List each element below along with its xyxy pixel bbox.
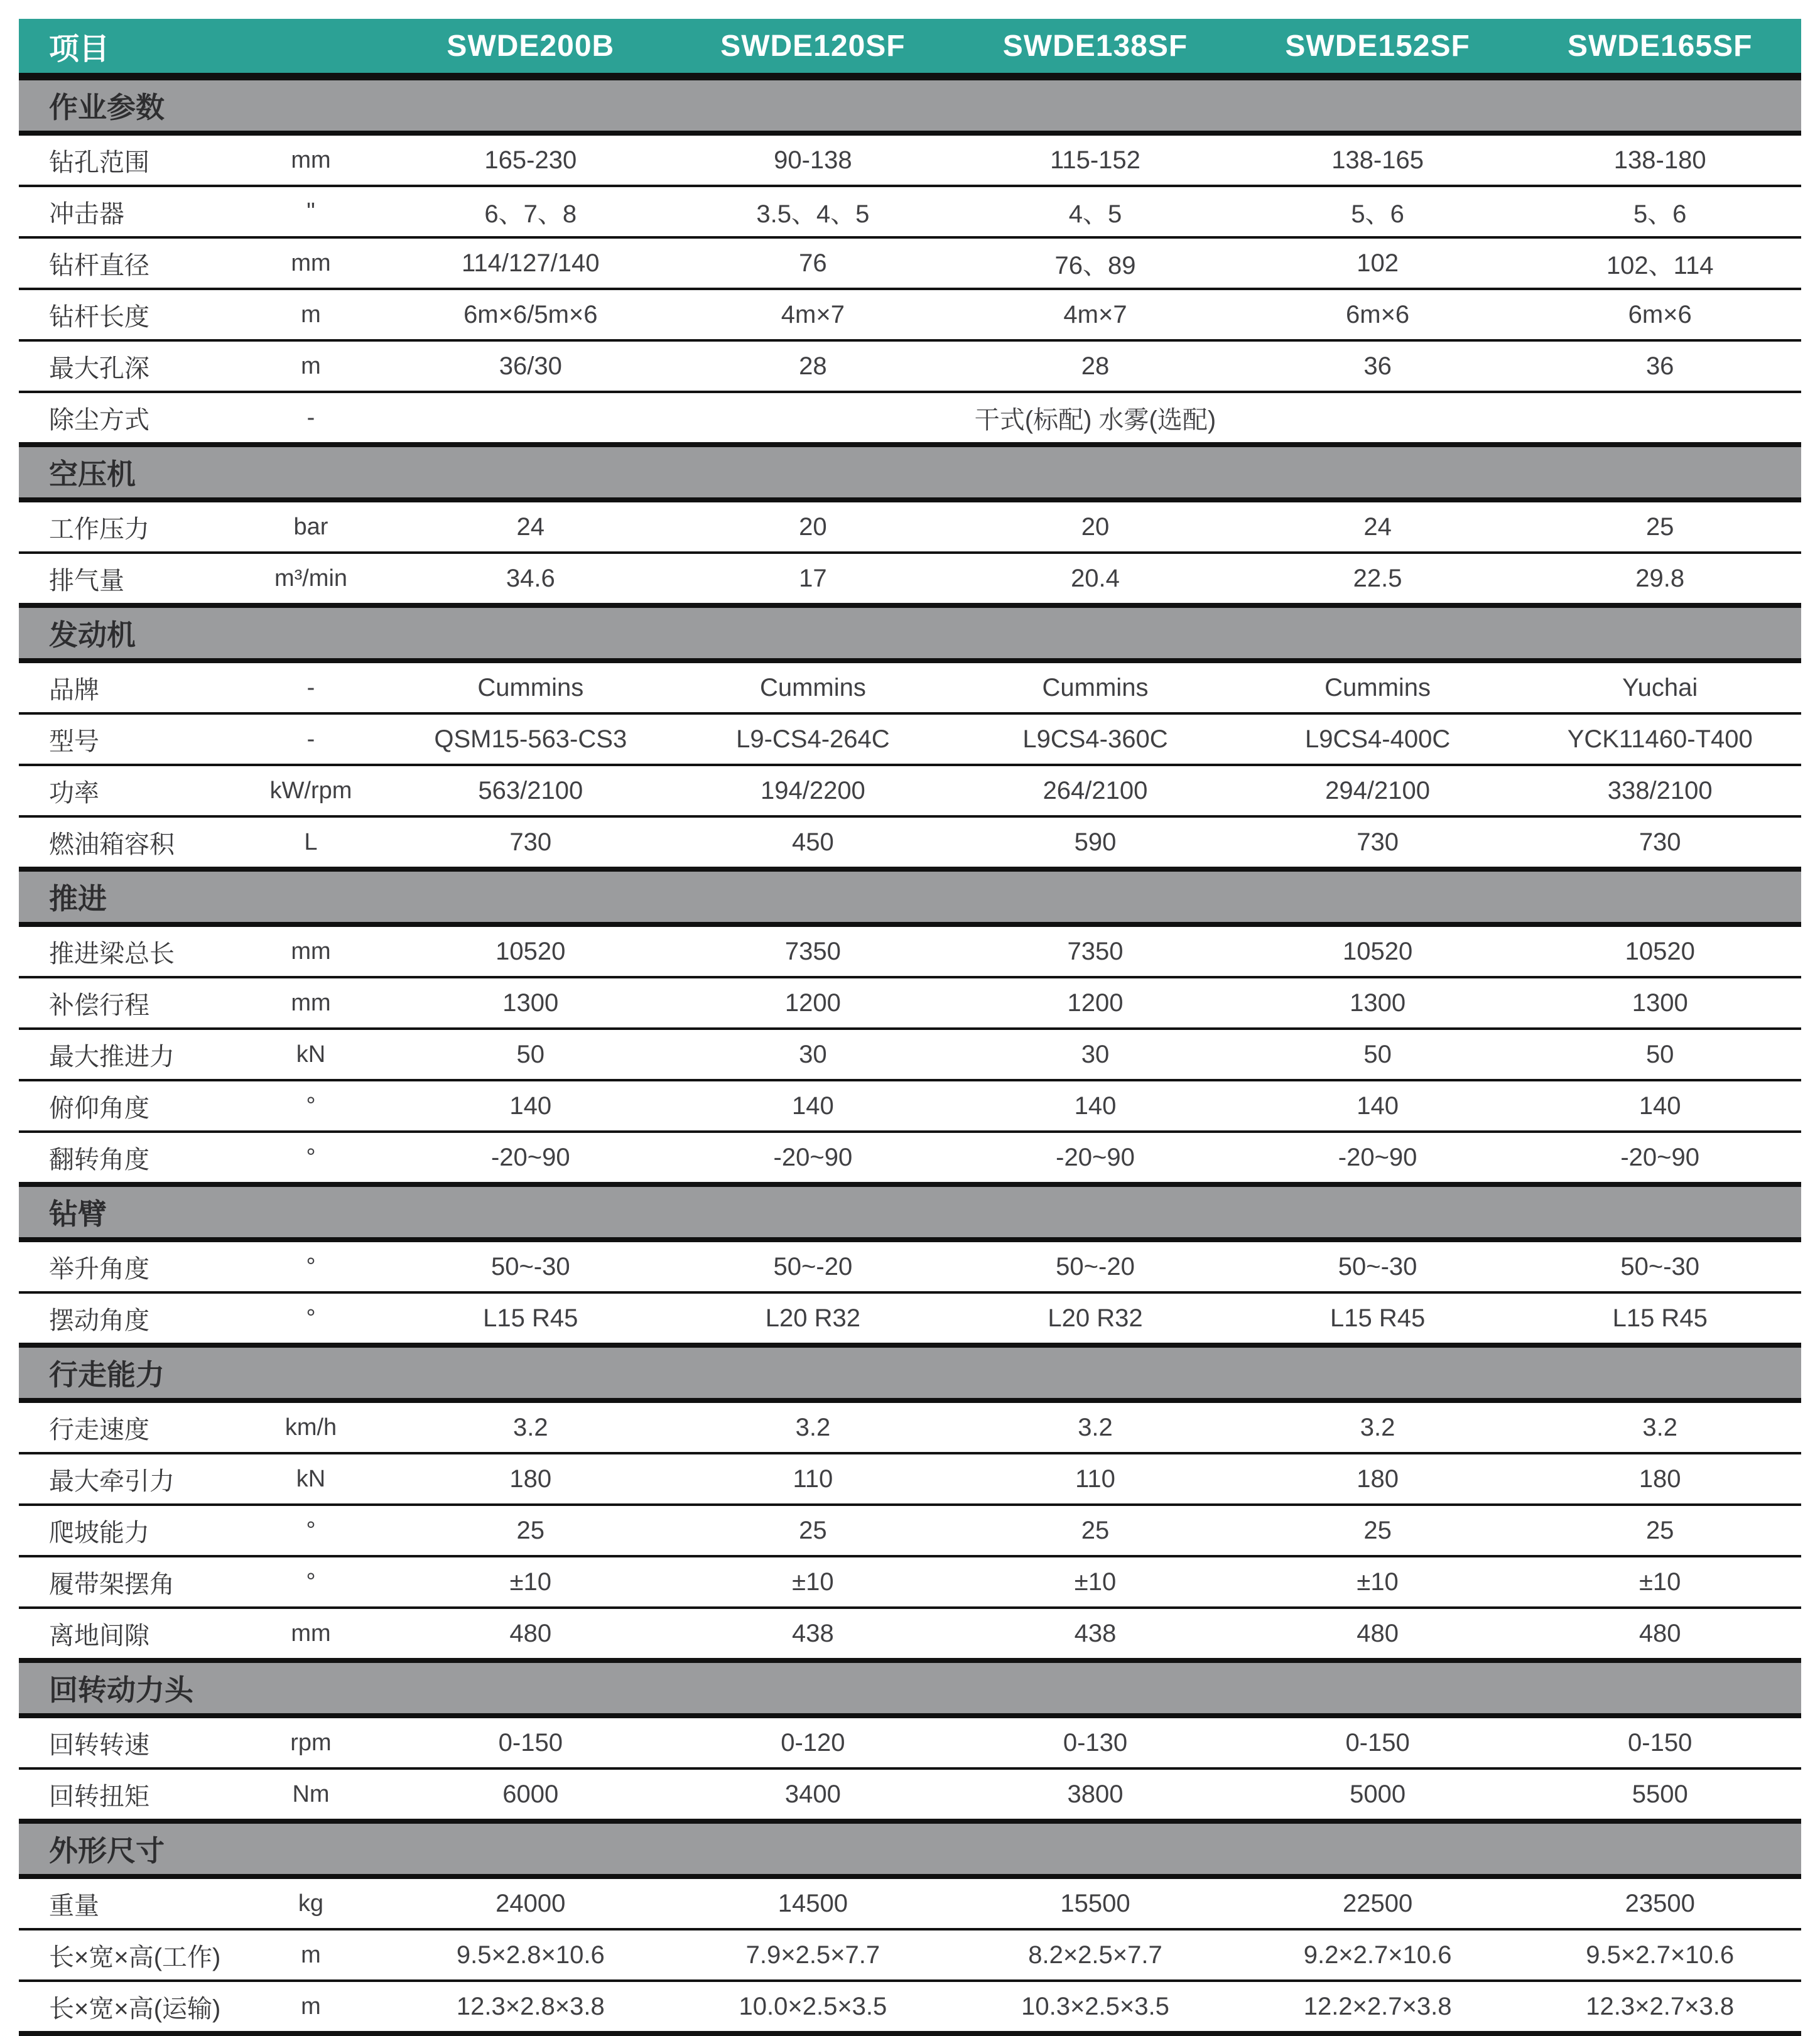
row-label: 最大推进力 bbox=[49, 1042, 175, 1071]
row-label: 功率 bbox=[49, 779, 99, 807]
row-value: 30 bbox=[1081, 1040, 1110, 1068]
row-label: 回转扭矩 bbox=[49, 1782, 149, 1811]
row-value: 102 bbox=[1357, 249, 1399, 277]
row-value: 10520 bbox=[496, 937, 566, 965]
row-value: 6000 bbox=[502, 1780, 559, 1808]
table-row bbox=[19, 766, 1801, 818]
row-value: 264/2100 bbox=[1043, 776, 1148, 804]
row-value: 294/2100 bbox=[1325, 776, 1431, 804]
row-value: 5、6 bbox=[1633, 200, 1687, 228]
row-unit: - bbox=[306, 404, 315, 431]
section-header bbox=[19, 1660, 1801, 1718]
table-row bbox=[19, 136, 1801, 187]
row-value: 12.3×2.8×3.8 bbox=[456, 1992, 605, 2020]
row-value: -20~90 bbox=[1620, 1143, 1700, 1171]
table-row bbox=[19, 502, 1801, 554]
row-value: 7350 bbox=[1067, 937, 1124, 965]
row-value: 438 bbox=[1074, 1619, 1117, 1647]
row-value: 7350 bbox=[784, 937, 841, 965]
row-value: 17 bbox=[799, 564, 827, 592]
table-row bbox=[19, 1081, 1801, 1133]
table-header-row bbox=[19, 19, 1801, 78]
row-value: 10520 bbox=[1342, 937, 1413, 965]
row-value: 590 bbox=[1074, 828, 1117, 856]
row-label: 行走速度 bbox=[49, 1416, 149, 1444]
row-value: 30 bbox=[799, 1040, 827, 1068]
row-unit: m bbox=[301, 352, 321, 379]
table-row bbox=[19, 1982, 1801, 2031]
row-value: 24000 bbox=[496, 1889, 566, 1917]
row-value: 3800 bbox=[1067, 1780, 1124, 1808]
row-value: 0-150 bbox=[498, 1728, 563, 1757]
section-header bbox=[19, 605, 1801, 663]
row-unit: ° bbox=[306, 1304, 316, 1331]
row-value: 50 bbox=[516, 1040, 545, 1068]
row-value: 3400 bbox=[784, 1780, 841, 1808]
row-value: 1300 bbox=[502, 988, 559, 1017]
row-value: 140 bbox=[792, 1091, 834, 1120]
row-value: 450 bbox=[792, 828, 834, 856]
row-value: 338/2100 bbox=[1607, 776, 1713, 804]
section-title: 作业参数 bbox=[49, 91, 165, 124]
row-value: 4m×7 bbox=[781, 300, 845, 328]
row-value: 110 bbox=[1075, 1465, 1115, 1493]
row-value: 10520 bbox=[1625, 937, 1695, 965]
row-unit: kg bbox=[298, 1890, 324, 1917]
row-unit: ° bbox=[306, 1144, 316, 1171]
row-unit: - bbox=[306, 725, 315, 752]
row-unit: m bbox=[301, 1993, 321, 2020]
row-value: 140 bbox=[1639, 1091, 1681, 1120]
row-unit: mm bbox=[291, 938, 331, 965]
row-value: 3.2 bbox=[795, 1413, 831, 1441]
row-label: 钻杆直径 bbox=[49, 251, 149, 279]
row-value: 25 bbox=[1081, 1516, 1110, 1544]
row-value: 24 bbox=[1363, 512, 1392, 541]
row-label: 举升角度 bbox=[49, 1255, 149, 1283]
row-value: 12.3×2.7×3.8 bbox=[1586, 1992, 1735, 2020]
row-value: 10.3×2.5×3.5 bbox=[1021, 1992, 1169, 2020]
row-unit: m³/min bbox=[274, 565, 348, 592]
row-value: L15 R45 bbox=[483, 1304, 578, 1332]
row-value: 76、89 bbox=[1054, 251, 1136, 279]
row-value: 180 bbox=[1639, 1465, 1681, 1493]
row-unit: kN bbox=[296, 1041, 326, 1068]
table-row bbox=[19, 1718, 1801, 1770]
row-label: 推进梁总长 bbox=[49, 939, 175, 968]
model-column-header-4: SWDE152SF bbox=[1285, 29, 1470, 63]
row-value: 14500 bbox=[777, 1889, 848, 1917]
row-value: 3.2 bbox=[1360, 1413, 1395, 1441]
row-value: 6m×6 bbox=[1346, 300, 1410, 328]
row-value: 50 bbox=[1645, 1040, 1674, 1068]
row-value: 20 bbox=[799, 512, 827, 541]
row-unit: ° bbox=[306, 1253, 316, 1280]
model-column-header-5: SWDE165SF bbox=[1567, 29, 1753, 63]
row-label: 摆动角度 bbox=[49, 1306, 149, 1335]
row-value: -20~90 bbox=[773, 1143, 853, 1171]
row-value: 3.2 bbox=[1642, 1413, 1677, 1441]
row-value: 28 bbox=[799, 352, 827, 380]
row-value: 180 bbox=[509, 1465, 552, 1493]
section-title: 发动机 bbox=[49, 619, 136, 651]
row-value: 102、114 bbox=[1606, 251, 1714, 279]
row-value: 22.5 bbox=[1353, 564, 1402, 592]
table-row bbox=[19, 1930, 1801, 1982]
table-row bbox=[19, 818, 1801, 869]
row-value: 5、6 bbox=[1351, 200, 1404, 228]
row-unit: ° bbox=[306, 1568, 316, 1595]
row-value: 29.8 bbox=[1635, 564, 1685, 592]
row-value: 194/2200 bbox=[760, 776, 865, 804]
row-label: 排气量 bbox=[49, 566, 124, 595]
row-value: 25 bbox=[1645, 1516, 1674, 1544]
table-row bbox=[19, 1506, 1801, 1557]
row-value: 0-130 bbox=[1063, 1728, 1128, 1757]
row-label: 钻杆长度 bbox=[49, 303, 149, 331]
table-row bbox=[19, 290, 1801, 342]
row-value: ±10 bbox=[792, 1568, 834, 1596]
row-unit: kN bbox=[296, 1465, 326, 1492]
row-value: 480 bbox=[1357, 1619, 1399, 1647]
row-label: 重量 bbox=[49, 1892, 99, 1920]
table-row bbox=[19, 393, 1801, 445]
row-value: 140 bbox=[1357, 1091, 1399, 1120]
row-value: 730 bbox=[1639, 828, 1681, 856]
row-value: 36 bbox=[1645, 352, 1674, 380]
row-value: L15 R45 bbox=[1612, 1304, 1708, 1332]
table-row bbox=[19, 715, 1801, 766]
row-value: 480 bbox=[1639, 1619, 1681, 1647]
row-value: 50~-20 bbox=[1056, 1252, 1135, 1281]
table-row bbox=[19, 1294, 1801, 1345]
spec-table bbox=[19, 19, 1801, 2036]
row-label: 长×宽×高(工作) bbox=[49, 1943, 221, 1971]
model-column-header-2: SWDE120SF bbox=[720, 29, 906, 63]
row-value: 0-150 bbox=[1628, 1728, 1693, 1757]
row-value: 138-180 bbox=[1613, 146, 1706, 174]
row-unit: ° bbox=[306, 1092, 316, 1119]
section-title: 回转动力头 bbox=[49, 1674, 193, 1706]
section-header bbox=[19, 1184, 1801, 1242]
table-row bbox=[19, 1879, 1801, 1930]
row-value: 36 bbox=[1363, 352, 1392, 380]
row-value: 9.2×2.7×10.6 bbox=[1303, 1941, 1452, 1969]
section-title: 钻臂 bbox=[49, 1198, 107, 1230]
row-value: 3.2 bbox=[512, 1413, 548, 1441]
row-unit: mm bbox=[291, 1620, 331, 1647]
section-title: 空压机 bbox=[49, 458, 136, 490]
row-value: 25 bbox=[1363, 1516, 1392, 1544]
row-value: 480 bbox=[509, 1619, 552, 1647]
row-value: 7.9×2.5×7.7 bbox=[745, 1941, 880, 1969]
row-value: 9.5×2.8×10.6 bbox=[456, 1941, 605, 1969]
row-label: 长×宽×高(运输) bbox=[49, 1995, 221, 2023]
row-unit: ° bbox=[306, 1517, 316, 1544]
row-value: 10.0×2.5×3.5 bbox=[739, 1992, 887, 2020]
row-value: ±10 bbox=[1357, 1568, 1399, 1596]
row-unit: m bbox=[301, 301, 321, 328]
row-value: 23500 bbox=[1625, 1889, 1695, 1917]
row-value: Yuchai bbox=[1622, 673, 1698, 701]
row-label: 燃油箱容积 bbox=[49, 830, 175, 858]
row-value: 50~-30 bbox=[1620, 1252, 1700, 1281]
row-label: 钻孔范围 bbox=[49, 148, 149, 176]
model-column-header-1: SWDE200B bbox=[447, 29, 615, 63]
row-value: 110 bbox=[793, 1465, 833, 1493]
row-value: 4m×7 bbox=[1063, 300, 1127, 328]
row-value: 3.5、4、5 bbox=[756, 200, 870, 228]
table-row bbox=[19, 1030, 1801, 1081]
row-value: 730 bbox=[509, 828, 552, 856]
row-value: ±10 bbox=[509, 1568, 552, 1596]
row-value: Cummins bbox=[477, 673, 584, 701]
row-value: 50~-30 bbox=[1338, 1252, 1417, 1281]
section-header bbox=[19, 869, 1801, 927]
row-unit: m bbox=[301, 1941, 321, 1968]
row-value: 25 bbox=[516, 1516, 545, 1544]
table-row bbox=[19, 239, 1801, 290]
row-value: 22500 bbox=[1342, 1889, 1413, 1917]
section-header bbox=[19, 78, 1801, 136]
row-value: 1300 bbox=[1350, 988, 1406, 1017]
row-value: 12.2×2.7×3.8 bbox=[1303, 1992, 1452, 2020]
table-row bbox=[19, 1242, 1801, 1294]
row-label: 俯仰角度 bbox=[49, 1094, 149, 1122]
row-value: 0-150 bbox=[1345, 1728, 1410, 1757]
row-label: 品牌 bbox=[49, 676, 99, 704]
row-value: 24 bbox=[516, 512, 545, 541]
row-value: 563/2100 bbox=[478, 776, 583, 804]
row-value: 115-152 bbox=[1050, 146, 1140, 174]
section-header bbox=[19, 1821, 1801, 1879]
row-value: 6m×6/5m×6 bbox=[463, 300, 598, 328]
section-header bbox=[19, 445, 1801, 502]
row-value: 20.4 bbox=[1071, 564, 1120, 592]
model-column-header-3: SWDE138SF bbox=[1002, 29, 1188, 63]
row-label: 补偿行程 bbox=[49, 991, 149, 1019]
row-value: 5500 bbox=[1632, 1780, 1688, 1808]
table-row bbox=[19, 1557, 1801, 1609]
row-value: 76 bbox=[799, 249, 827, 277]
row-label: 履带架摆角 bbox=[49, 1570, 175, 1598]
row-value: -20~90 bbox=[490, 1143, 570, 1171]
section-title: 推进 bbox=[49, 882, 107, 915]
row-value: 0-120 bbox=[781, 1728, 845, 1757]
row-value: Cummins bbox=[1324, 673, 1431, 701]
row-value: 8.2×2.5×7.7 bbox=[1028, 1941, 1162, 1969]
row-value: 28 bbox=[1081, 352, 1110, 380]
row-value: 138-165 bbox=[1331, 146, 1424, 174]
row-value: 438 bbox=[792, 1619, 834, 1647]
row-value: 114/127/140 bbox=[462, 249, 600, 277]
row-value: L20 R32 bbox=[765, 1304, 860, 1332]
row-value: 90-138 bbox=[774, 146, 852, 174]
table-row bbox=[19, 1133, 1801, 1184]
row-value: L9-CS4-264C bbox=[736, 725, 890, 753]
row-label: 工作压力 bbox=[49, 515, 149, 543]
table-row bbox=[19, 342, 1801, 393]
row-label: 爬坡能力 bbox=[49, 1519, 149, 1547]
item-column-header: 项目 bbox=[49, 32, 110, 66]
row-value: 25 bbox=[1645, 512, 1674, 541]
row-value: 3.2 bbox=[1078, 1413, 1113, 1441]
row-unit: mm bbox=[291, 989, 331, 1016]
table-row bbox=[19, 663, 1801, 715]
row-value: Cummins bbox=[759, 673, 866, 701]
row-value: 5000 bbox=[1350, 1780, 1406, 1808]
row-label: 翻转角度 bbox=[49, 1145, 149, 1174]
row-value: -20~90 bbox=[1056, 1143, 1135, 1171]
row-value: Cummins bbox=[1042, 673, 1149, 701]
row-value: 1200 bbox=[1067, 988, 1124, 1017]
row-value: QSM15-563-CS3 bbox=[434, 725, 627, 753]
row-value: 6m×6 bbox=[1628, 300, 1692, 328]
row-value: 25 bbox=[799, 1516, 827, 1544]
row-unit: Nm bbox=[292, 1780, 330, 1807]
row-value: L20 R32 bbox=[1048, 1304, 1143, 1332]
row-value: 180 bbox=[1357, 1465, 1399, 1493]
table-row bbox=[19, 1454, 1801, 1506]
section-title: 行走能力 bbox=[49, 1358, 165, 1391]
row-value: 20 bbox=[1081, 512, 1110, 541]
row-unit: - bbox=[306, 674, 315, 701]
row-unit: " bbox=[306, 198, 315, 225]
row-unit: bar bbox=[293, 513, 328, 540]
row-value: ±10 bbox=[1074, 1568, 1117, 1596]
row-value: L9CS4-400C bbox=[1304, 725, 1451, 753]
row-span-value: 干式(标配) 水雾(选配) bbox=[974, 406, 1216, 434]
section-header bbox=[19, 1345, 1801, 1403]
row-label: 离地间隙 bbox=[49, 1622, 149, 1650]
row-label: 最大牵引力 bbox=[49, 1467, 175, 1495]
row-value: 15500 bbox=[1060, 1889, 1130, 1917]
row-unit: kW/rpm bbox=[269, 777, 352, 804]
row-value: 140 bbox=[509, 1091, 552, 1120]
table-row bbox=[19, 978, 1801, 1030]
row-value: 165-230 bbox=[484, 146, 577, 174]
row-label: 最大孔深 bbox=[49, 354, 149, 382]
table-row bbox=[19, 1770, 1801, 1821]
row-value: -20~90 bbox=[1338, 1143, 1417, 1171]
row-value: 50 bbox=[1363, 1040, 1392, 1068]
row-unit: L bbox=[304, 828, 318, 855]
row-value: L15 R45 bbox=[1330, 1304, 1426, 1332]
row-unit: km/h bbox=[284, 1414, 337, 1441]
row-unit: mm bbox=[291, 249, 331, 276]
row-value: L9CS4-360C bbox=[1022, 725, 1168, 753]
row-label: 型号 bbox=[49, 727, 99, 755]
table-row bbox=[19, 554, 1801, 605]
row-value: 730 bbox=[1357, 828, 1399, 856]
row-value: 50~-20 bbox=[773, 1252, 853, 1281]
row-label: 除尘方式 bbox=[49, 406, 149, 434]
table-row bbox=[19, 927, 1801, 978]
table-row bbox=[19, 1403, 1801, 1454]
row-value: 50~-30 bbox=[490, 1252, 570, 1281]
section-title: 外形尺寸 bbox=[49, 1834, 165, 1867]
row-value: YCK11460-T400 bbox=[1567, 725, 1753, 753]
row-label: 回转转速 bbox=[49, 1731, 149, 1759]
row-label: 冲击器 bbox=[49, 200, 124, 228]
row-value: 140 bbox=[1074, 1091, 1117, 1120]
row-unit: mm bbox=[291, 146, 331, 173]
row-value: 36/30 bbox=[499, 352, 562, 380]
table-row bbox=[19, 1609, 1801, 1660]
row-value: 6、7、8 bbox=[484, 200, 577, 228]
row-value: 9.5×2.7×10.6 bbox=[1586, 1941, 1735, 1969]
row-value: 1300 bbox=[1632, 988, 1688, 1017]
row-value: 1200 bbox=[784, 988, 841, 1017]
row-value: ±10 bbox=[1639, 1568, 1681, 1596]
row-value: 4、5 bbox=[1068, 200, 1122, 228]
table-row bbox=[19, 187, 1801, 239]
row-value: 34.6 bbox=[506, 564, 555, 592]
row-unit: rpm bbox=[290, 1729, 332, 1756]
